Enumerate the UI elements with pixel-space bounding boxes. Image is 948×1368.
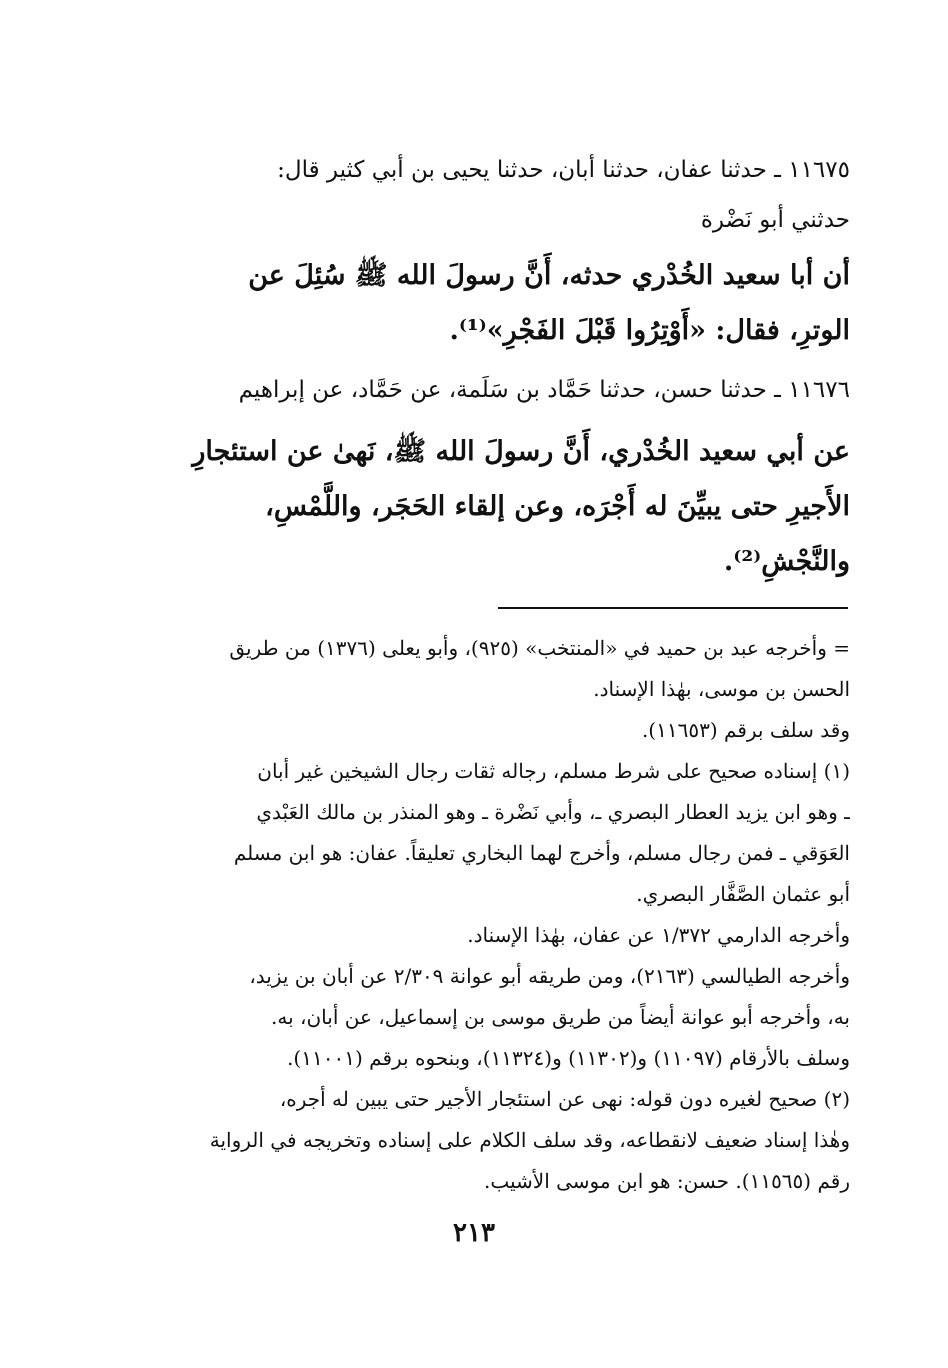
page-number: ٢١٣ (453, 1218, 495, 1248)
isnad-line: حدثني أبو نَضْرة (700, 207, 850, 233)
footnote-line: ـ وهو ابن يزيد العطار البصري ـ، وأبي نَضْرة ـ وهو المنذر بن مالك العَبْدي (256, 800, 850, 824)
footnote-line: وقد سلف برقم (١١٦٥٣). (641, 718, 850, 742)
footnote-line: وأخرجه الطيالسي (٢١٦٣)، ومن طريقه أبو عوانة ٢/٣٠٩ عن أبان بن يزيد، (249, 964, 850, 988)
hadith-11675-isnad (120, 145, 850, 245)
footnote-line: وأخرجه الدارمي ١/٣٧٢ عن عفان، بهٰذا الإسناد. (467, 923, 850, 947)
hadith-11676-isnad (120, 365, 850, 415)
footnote-line: (١) إسناده صحيح على شرط مسلم، رجاله ثقات رجال الشيخين غير أبان (257, 759, 850, 783)
matn-line: أن أبا سعيد الخُدْري حدثه، أَنَّ رسولَ الله ﷺ سُئِلَ عن (248, 260, 850, 291)
footnote-separator (498, 607, 848, 609)
matn-line: الوترِ، فقال: «أَوْتِرُوا قَبْلَ الفَجْرِ»⁽¹⁾. (449, 315, 850, 346)
footnote-line: رقم (١١٥٦٥). حسن: هو ابن موسى الأشيب. (484, 1169, 850, 1193)
footnote-line: = وأخرجه عبد بن حميد في «المنتخب» (٩٢٥)، وأبو يعلى (١٣٧٦) من طريق (229, 636, 850, 660)
isnad-line: ١١٦٧٥ ـ حدثنا عفان، حدثنا أبان، حدثنا يحيى بن أبي كثير قال: (277, 157, 850, 183)
footnote-line: به، وأخرجه أبو عوانة أيضاً من طريق موسى بن إسماعيل، عن أبان، به. (271, 1005, 850, 1029)
footnote-line: (٢) صحيح لغيره دون قوله: نهى عن استئجار الأجير حتى يبين له أجره، (279, 1087, 850, 1111)
footnote-line: الحسن بن موسى، بهٰذا الإسناد. (593, 677, 850, 701)
matn-line: عن أبي سعيد الخُدْري، أَنَّ رسولَ الله ﷺ، نَهىٰ عن استئجارِ (192, 436, 850, 467)
footnote-line: العَوَقي ـ فمن رجال مسلم، وأخرج لهما البخاري تعليقاً. عفان: هو ابن مسلم (233, 841, 850, 865)
footnote-line: وسلف بالأرقام (١١٠٩٧) و(١١٣٠٢) و(١١٣٢٤)، وبنحوه برقم (١١٠٠١). (287, 1046, 850, 1070)
isnad-line: ١١٦٧٦ ـ حدثنا حسن، حدثنا حَمَّاد بن سَلَمة، عن حَمَّاد، عن إبراهيم (238, 377, 850, 403)
hadith-11676-matn (120, 424, 850, 589)
matn-line: الأَجيرِ حتى يبيِّنَ له أَجْرَه، وعن إلقاء الحَجَر، واللَّمْسِ، (265, 491, 850, 522)
hadith-11675-matn (120, 248, 850, 358)
footnotes (120, 628, 850, 1202)
footnote-line: وهٰذا إسناد ضعيف لانقطاعه، وقد سلف الكلام على إسناده وتخريجه في الرواية (209, 1128, 850, 1152)
matn-line: والنَّجْشِ⁽²⁾. (723, 546, 850, 577)
footnote-line: أبو عثمان الصَّفَّار البصري. (636, 882, 850, 906)
